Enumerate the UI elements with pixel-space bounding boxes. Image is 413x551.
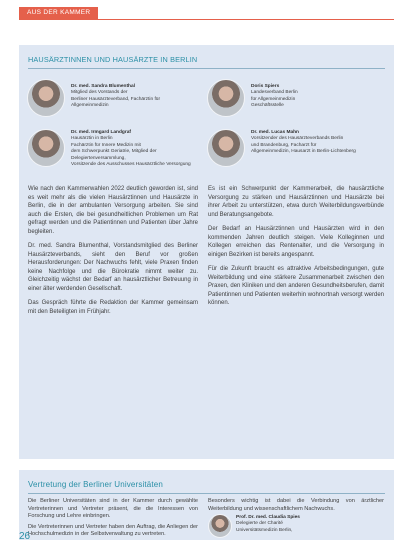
profile-line: Hausärztin in Berlin: [71, 136, 113, 142]
profile-line: und Brandenburg, Facharzt für: [251, 142, 317, 148]
box-title-rule: [28, 493, 385, 494]
profile-line: Delegierte der Charité: [236, 521, 283, 527]
profile: [71, 130, 201, 168]
profile-name: Dr. med. Lucas Mahn: [251, 130, 299, 135]
page-number: 26: [19, 531, 31, 542]
box-title: Vertretung der Berliner Universitäten: [28, 480, 163, 489]
paragraph: Die Berliner Universitäten sind in der Kammer durch gewählte Vertreterinnen und Vertreter präsent, die die Interessen von Forschung und Lehre einbringen.: [28, 498, 198, 519]
profile-name: Doris Spiers: [251, 84, 280, 89]
box-title-rule: [28, 68, 385, 69]
paragraph: Die Vertreterinnen und Vertreter haben den Auftrag, die Anliegen der Hochschulmedizin in der Selbstverwaltung zu vertreten.: [28, 523, 198, 537]
profile-photo: [208, 514, 232, 538]
profile-line: Berliner Hausärzteverband, Fachärztin für: [71, 96, 161, 102]
text-column-left: [28, 185, 198, 322]
paragraph: Dr. med. Sandra Blumenthal, Vorstandsmitglied des Berliner Hausärzteverbands, sieht den Beruf vor großen Herausforderungen: Der Nachwuchs fehlt, viele Praxen finden keine Nachfolge und die Bürokratie nimmt weiter zu. Gleichzeitig wächst der Bedarf an hausärztlicher Betreuung in einer älter werdenden Gesellschaft.: [28, 243, 198, 292]
profile: [251, 130, 384, 156]
profile-name: Dr. med. Irmgard Landgraf: [71, 130, 131, 135]
paragraph: Wie nach den Kammerwahlen 2022 deutlich geworden ist, sind es weit mehr als die vielen Hausärztinnen und Hausärzte in Berlin, die in der ambulanten Versorgung arbeiten. Sie sind auch die Ersten, die bei gesundheitlichen Problemen um Rat gefragt werden und die Patientinnen und Patienten über Jahre begleiten.: [28, 186, 198, 235]
profile-line: Universitätsmedizin Berlin,: [236, 527, 293, 533]
profile: [251, 84, 384, 110]
profile: [71, 84, 194, 110]
profile-line: für Allgemeinmedizin: [251, 96, 296, 102]
profile-name: Dr. med. Sandra Blumenthal: [71, 84, 135, 89]
profile-line: Allgemeinmedizin: [71, 103, 109, 109]
profile: [236, 515, 384, 534]
section-tag: AUS DER KAMMER: [19, 7, 98, 19]
paragraph: Besonders wichtig ist dabei die Verbindung von ärztlicher Weiterbildung und wissenschaftlichem Nachwuchs.: [208, 498, 384, 512]
paragraph: Es ist ein Schwerpunkt der Kammerarbeit, die hausärztliche Versorgung zu stärken und Hausärztinnen und Hausärzte bei ihrer Arbeit zu unterstützen, etwa durch Weiterbildungsverbünde und Beratungsangebote.: [208, 186, 384, 218]
box-title: HAUSÄRZTINNEN UND HAUSÄRZTE IN BERLIN: [28, 55, 198, 64]
paragraph: Für die Zukunft braucht es attraktive Arbeitsbedingungen, gute Weiterbildung und eine stärkere Zusammenarbeit zwischen den Praxen, den Kliniken und den anderen Gesundheitsberufen, damit Patientinnen und Patienten weiterhin wohnortnah versorgt werden können.: [208, 266, 384, 306]
profile-line: Mitglied des Vorstands der: [71, 90, 128, 96]
profile-photo: [207, 129, 245, 167]
profile-photo: [27, 129, 65, 167]
profile-line: Geschäftsstelle: [251, 103, 284, 109]
paragraph: Das Gespräch führte die Redaktion der Kammer gemeinsam mit den Beteiligten im Frühjahr.: [28, 300, 198, 315]
box-universitaeten: [19, 470, 394, 540]
profile-line: Allgemeinmedizin, Hausarzt in Berlin-Lichtenberg: [251, 149, 356, 155]
profile-line: Vorsitzender des Hausärzteverbands Berlin: [251, 136, 344, 142]
profile-line: Landesverband Berlin: [251, 90, 298, 96]
profile-line: Vorsitzende des Ausschusses Hausärztliche Versorgung: [71, 162, 191, 168]
profile-line: Fachärztin für Innere Medizin mit: [71, 142, 141, 148]
profile-line: dem Schwerpunkt Geriatrie, Mitglied der Delegiertenversammlung,: [71, 149, 157, 161]
text-column-right: [208, 185, 384, 314]
box-hausaerzte: [19, 45, 394, 459]
profile-name: Prof. Dr. med. Claudia Spies: [236, 515, 300, 520]
text-column-right: [208, 498, 384, 513]
header-rule: [19, 19, 394, 20]
paragraph: Der Bedarf an Hausärztinnen und Hausärzten wird in den kommenden Jahren deutlich steigen. Viele Kolleginnen und Kollegen erreichen das Rentenalter, und die Versorgung in einigen Bezirken ist bereits angespannt.: [208, 226, 384, 258]
profile-photo: [207, 79, 245, 117]
text-column-left: [28, 498, 198, 539]
profile-photo: [27, 79, 65, 117]
